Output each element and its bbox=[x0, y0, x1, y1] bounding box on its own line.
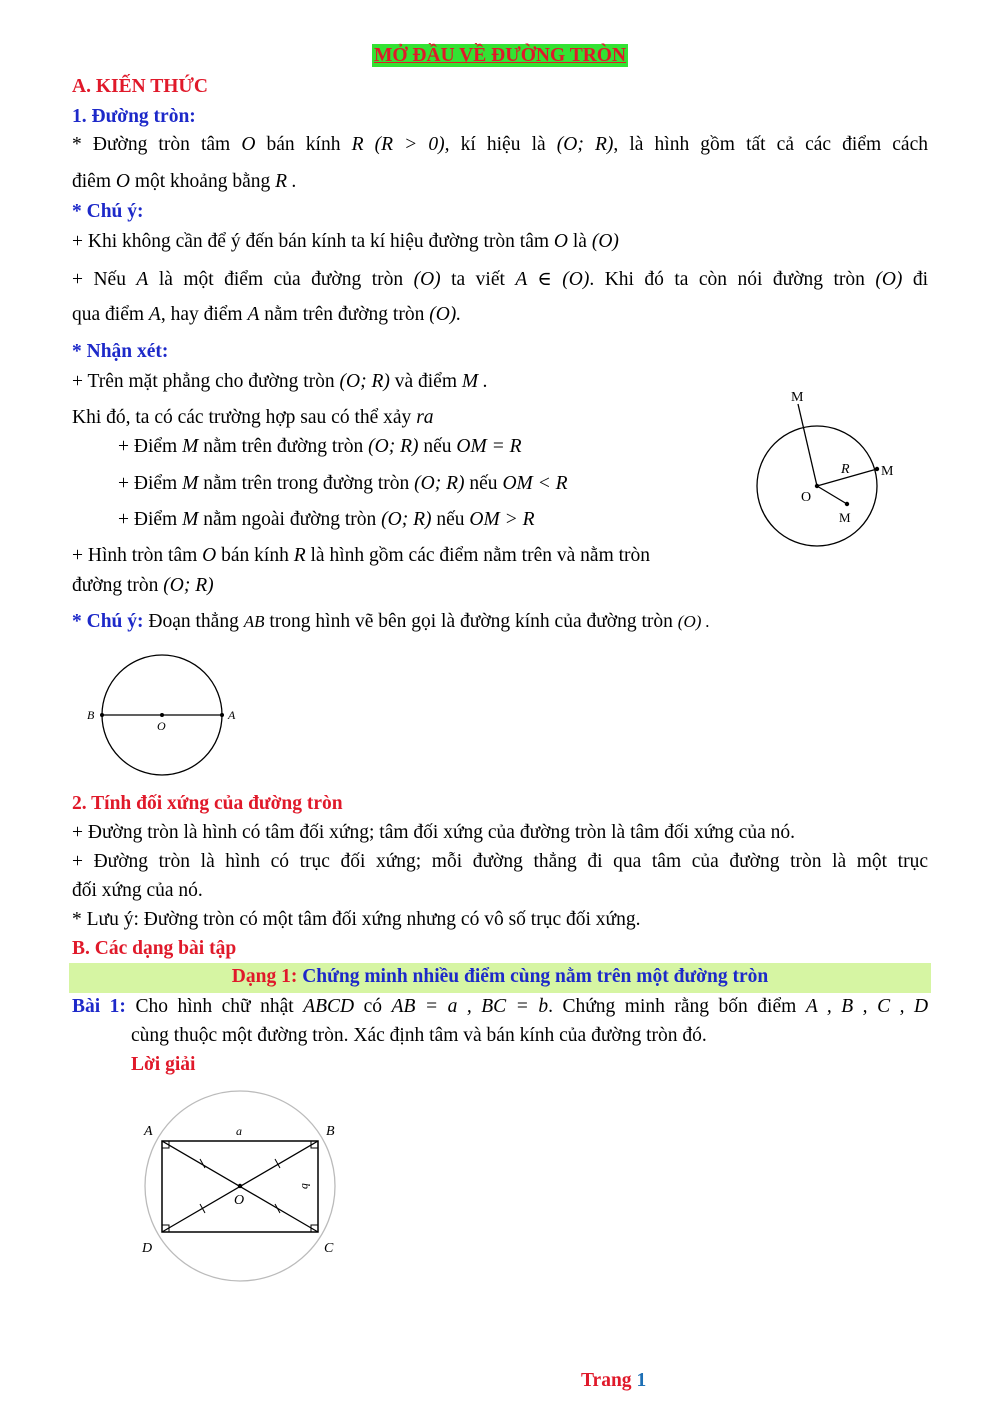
subsection-1-heading: 1. Đường tròn: bbox=[72, 106, 196, 127]
remark-disk-line-1: + Hình tròn tâm O bán kính R là hình gồm các điểm nằm trên và nằm tròn bbox=[72, 545, 651, 566]
symmetry-line-3: đối xứng của nó. bbox=[72, 880, 203, 901]
label-o: O bbox=[801, 490, 812, 505]
exercise-1-line-1: Bài 1: Cho hình chữ nhật ABCD có AB = a , BC = b. Chứng minh rằng bốn điểm A , B , C , D bbox=[72, 996, 929, 1017]
doc-title: MỞ ĐẦU VỀ ĐƯỜNG TRÒN bbox=[373, 45, 627, 66]
diameter-figure bbox=[80, 650, 250, 785]
definition-line-1: * Đường tròn tâm O bán kính R (R > 0), kí hiệu là (O; R), là hình gồm tất cả các điểm cách bbox=[72, 134, 928, 155]
remark-disk-line-2: đường tròn (O; R) bbox=[72, 575, 214, 596]
symmetry-line-2: + Đường tròn là hình có trục đối xứng; mỗi đường thẳng đi qua tâm của đường tròn là một trục bbox=[72, 851, 928, 872]
remark-label: * Nhận xét: bbox=[72, 341, 169, 362]
center-point bbox=[238, 1184, 242, 1188]
segment-om-outside bbox=[798, 404, 817, 486]
label-b: B bbox=[326, 1124, 335, 1139]
label-d: D bbox=[142, 1241, 153, 1256]
segment-om-inside bbox=[817, 486, 847, 504]
subsection-2-heading: 2. Tính đối xứng của đường tròn bbox=[72, 793, 343, 814]
label-o: O bbox=[157, 719, 166, 733]
note-2-line: * Chú ý: Đoạn thẳng AB trong hình vẽ bên gọi là đường kính của đường tròn (O) . bbox=[72, 611, 710, 632]
note-1-line-2: + Nếu A là một điểm của đường tròn (O) ta viết A ∈ (O). Khi đó ta còn nói đường tròn (O) đi bbox=[72, 269, 929, 290]
label-side-b: b bbox=[299, 1183, 313, 1189]
rectangle-circle-figure bbox=[130, 1090, 360, 1290]
remark-line-2: Khi đó, ta có các trường hợp sau có thể xảy ra bbox=[72, 407, 434, 428]
label-r: R bbox=[841, 462, 850, 477]
label-m-top: M bbox=[791, 390, 804, 405]
symmetry-note: * Lưu ý: Đường tròn có một tâm đối xứng nhưng có vô số trục đối xứng. bbox=[72, 909, 641, 930]
label-m-right: M bbox=[881, 464, 894, 479]
case-on-circle: + Điểm M nằm trên đường tròn (O; R) nếu OM = R bbox=[118, 436, 522, 457]
label-c: C bbox=[324, 1241, 334, 1256]
label-a: A bbox=[228, 708, 236, 722]
point-m-inside bbox=[845, 502, 849, 506]
case-outside-circle: + Điểm M nằm ngoài đường tròn (O; R) nếu OM > R bbox=[118, 509, 535, 530]
note-1-label: * Chú ý: bbox=[72, 201, 144, 222]
section-a-heading: A. KIẾN THỨC bbox=[72, 76, 208, 97]
label-m-inside: M bbox=[839, 510, 851, 525]
point-b bbox=[100, 713, 104, 717]
remark-line-1: + Trên mặt phẳng cho đường tròn (O; R) và điểm M . bbox=[72, 371, 488, 392]
section-b-heading: B. Các dạng bài tập bbox=[72, 938, 237, 959]
point-a bbox=[220, 713, 224, 717]
point-o bbox=[160, 713, 164, 717]
note-1-line-1: + Khi không cần để ý đến bán kính ta kí hiệu đường tròn tâm O là (O) bbox=[72, 231, 619, 252]
center-point bbox=[815, 484, 819, 488]
exercise-1-line-2: cùng thuộc một đường tròn. Xác định tâm và bán kính của đường tròn đó. bbox=[131, 1025, 707, 1046]
label-side-a: a bbox=[236, 1124, 242, 1138]
case-inside-circle: + Điểm M nằm trên trong đường tròn (O; R) nếu OM < R bbox=[118, 473, 568, 494]
solution-heading: Lời giải bbox=[131, 1054, 196, 1075]
point-m-on bbox=[875, 467, 879, 471]
note-1-line-3: qua điểm A, hay điểm A nằm trên đường tròn (O). bbox=[72, 304, 462, 325]
label-b: B bbox=[87, 708, 95, 722]
definition-line-2: điêm O một khoảng bằng R . bbox=[72, 171, 297, 192]
symmetry-line-1: + Đường tròn là hình có tâm đối xứng; tâm đối xứng của đường tròn là tâm đối xứng của nó. bbox=[72, 822, 795, 843]
label-o: O bbox=[234, 1193, 245, 1208]
point-position-figure bbox=[750, 380, 910, 550]
page-footer: Trang 1 bbox=[581, 1370, 647, 1391]
problem-type-heading: Dạng 1: Chứng minh nhiều điểm cùng nằm trên một đường tròn bbox=[231, 966, 769, 987]
label-a: A bbox=[144, 1124, 153, 1139]
